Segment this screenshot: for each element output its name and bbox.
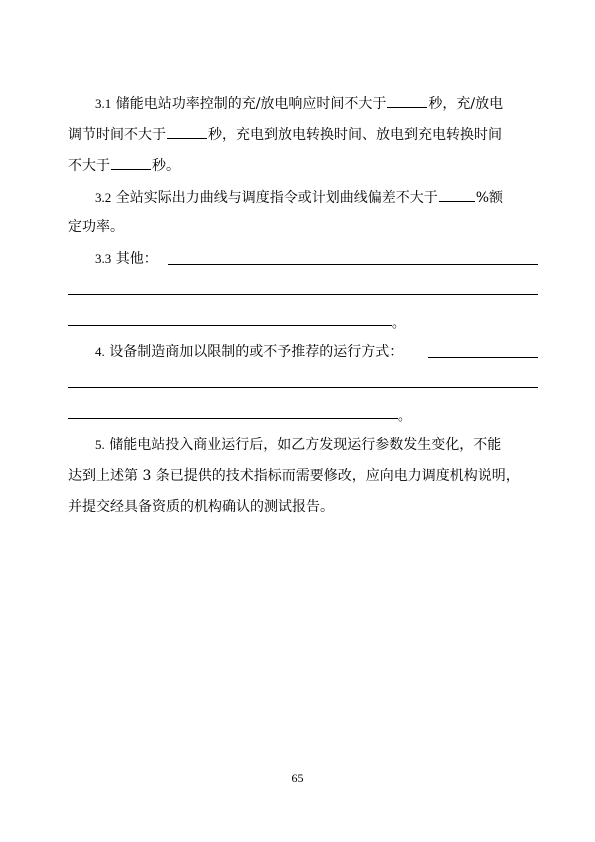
item-4-end-mark: 。 [398,409,412,424]
item-3-1-line-2-text: 调节时间不大于 [68,127,166,143]
item-3-3-end-mark: 。 [392,316,406,331]
deviation-percent-blank[interactable] [439,186,475,202]
item-5-text-2: 达到上述第 3 条已提供的技术指标而需要修改，应向电力调度机构说明， [68,468,520,484]
response-time-blank[interactable] [387,92,427,108]
item-3-2-text-cont: %额 [475,190,504,206]
item-3-1-line-3 [68,154,537,176]
item-3-1-line-3-text: 不大于 [68,158,110,174]
conversion-time-blank[interactable] [111,154,151,170]
restricted-mode-input-line-2[interactable] [68,387,538,388]
item-3-3-line-1 [95,249,175,269]
other-input-line-2[interactable] [68,294,538,295]
page-number: 65 [291,771,304,785]
item-5-text-1: 储能电站投入商业运行后，如乙方发现运行参数发生变化，不能 [109,437,502,453]
item-5-line-2 [68,466,537,486]
item-3-1-line-2 [68,123,537,145]
item-5-line-3 [68,497,537,517]
item-5-number: 5. [95,437,105,452]
item-3-2-line-2-text: 定功率。 [68,219,124,235]
item-3-2-line-1 [95,186,537,208]
item-3-3-label: 其他： [115,251,158,267]
item-4-label: 设备制造商加以限制的或不予推荐的运行方式： [109,344,404,360]
item-4-number: 4. [95,344,105,359]
item-3-1-line-1 [95,92,537,114]
item-3-1-text: 储能电站功率控制的充/放电响应时间不大于 [115,96,387,112]
item-5-line-1 [95,435,537,455]
item-3-2-text: 全站实际出力曲线与调度指令或计划曲线偏差不大于 [115,190,438,206]
item-3-1-line-3-cont: 秒。 [152,158,180,174]
other-input-line-1[interactable] [168,264,538,265]
item-5-text-3: 并提交经具备资质的机构确认的测试报告。 [68,499,334,515]
restricted-mode-input-line-3[interactable] [68,418,398,419]
item-3-2-line-2 [68,217,537,237]
other-input-line-3[interactable] [68,325,392,326]
item-3-1-number: 3.1 [95,96,112,111]
adjust-time-blank[interactable] [167,123,207,139]
item-4-line-1 [95,342,435,362]
restricted-mode-input-line-1[interactable] [428,357,538,358]
item-3-1-text-cont: 秒，充/放电 [428,96,504,112]
item-3-3-number: 3.3 [95,251,112,266]
item-3-1-line-2-cont: 秒，充电到放电转换时间、放电到充电转换时间 [208,127,502,143]
item-3-2-number: 3.2 [95,190,112,205]
